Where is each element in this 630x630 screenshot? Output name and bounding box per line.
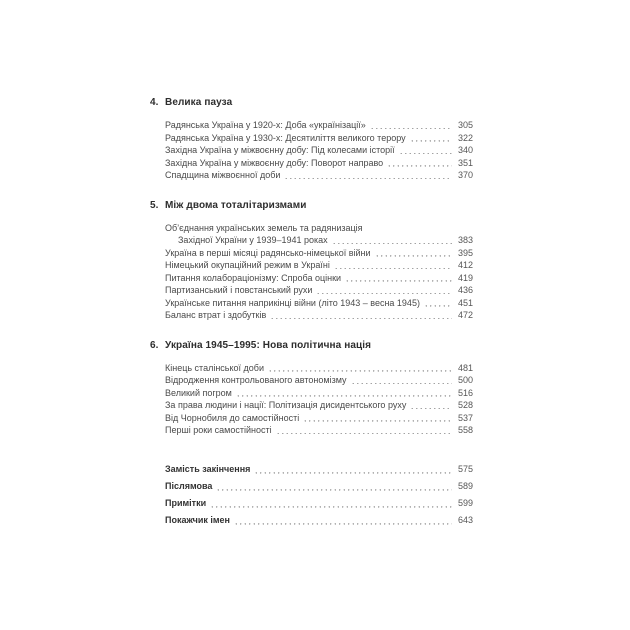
- toc-entry: [165, 374, 473, 387]
- entry-title: Перші роки самостійності: [165, 425, 272, 435]
- dot-leader: [268, 370, 452, 371]
- toc-entry: [165, 399, 473, 412]
- dot-leader: [254, 472, 452, 473]
- toc-entry: [165, 362, 473, 375]
- entry-page-number: 436: [457, 285, 473, 295]
- entry-title: Радянська Україна у 1930-х: Десятиліття великого терору: [165, 132, 406, 143]
- dot-leader: [303, 420, 452, 421]
- toc-entry: [165, 309, 473, 322]
- entry-page-number: 370: [457, 170, 473, 180]
- section-heading: [150, 97, 473, 109]
- dot-leader: [234, 523, 452, 524]
- entry-page-number: 589: [457, 480, 473, 491]
- entry-title: Об’єднання українських земель та радянизація: [165, 222, 363, 233]
- toc-entry: [165, 169, 473, 182]
- entry-page-number: 305: [457, 120, 473, 130]
- entry-page-number: 451: [457, 297, 473, 308]
- entry-page-number: 558: [457, 425, 473, 435]
- section-title: Україна 1945–1995: Нова політична нація: [165, 339, 372, 351]
- toc-entry-wrapped-line2: [165, 234, 473, 247]
- section-entries: [150, 119, 473, 182]
- dot-leader: [345, 280, 452, 281]
- entry-title: Західна Україна у міжвоєнну добу: Під колесами історії: [165, 145, 395, 155]
- entry-title: Українське питання наприкінці війни (літо 1943 – весна 1945): [165, 297, 420, 308]
- toc-entry: [165, 157, 473, 170]
- entry-title: Кінець сталінської доби: [165, 362, 264, 373]
- entry-title: Покажчик імен: [165, 514, 230, 525]
- entry-page-number: 340: [457, 145, 473, 155]
- entry-title: Від Чорнобиля до самостійності: [165, 412, 300, 423]
- entry-title: Радянська Україна у 1920-х: Доба «українізації»: [165, 120, 366, 130]
- dot-leader: [375, 255, 452, 256]
- entry-title: Західної України у 1939–1941 роках: [178, 235, 328, 245]
- entry-page-number: 537: [457, 412, 473, 423]
- entry-page-number: 500: [457, 375, 473, 385]
- entry-page-number: 472: [457, 310, 473, 320]
- dot-leader: [351, 383, 453, 384]
- entry-title: Німецький окупаційний режим в Україні: [165, 260, 330, 270]
- entry-title: Примітки: [165, 497, 207, 508]
- entry-page-number: 322: [457, 132, 473, 143]
- dot-leader: [410, 140, 452, 141]
- section-number: 6.: [150, 339, 159, 351]
- entry-page-number: 575: [457, 463, 473, 474]
- toc-entry-wrapped-line1: [165, 222, 473, 235]
- toc-entry: [165, 144, 473, 157]
- toc-entry: [165, 259, 473, 272]
- backmatter-entry: [165, 478, 473, 495]
- entry-page-number: 643: [457, 514, 473, 525]
- section-title: Між двома тоталітаризмами: [165, 199, 307, 211]
- dot-leader: [284, 178, 452, 179]
- section-number: 4.: [150, 97, 159, 108]
- entry-title: Відродження контрольованого автономізму: [165, 375, 347, 385]
- section-entries: [150, 362, 473, 437]
- dot-leader: [216, 489, 452, 490]
- entry-title: Україна в перші місяці радянсько-німецької війни: [165, 247, 371, 258]
- section-entries: [150, 222, 473, 322]
- toc-entry: [165, 247, 473, 260]
- dot-leader: [387, 165, 452, 166]
- toc-entry: [165, 132, 473, 145]
- backmatter-entry: [165, 512, 473, 529]
- entry-title: Баланс втрат і здобутків: [165, 310, 267, 320]
- entry-page-number: 412: [457, 260, 473, 270]
- toc-entry: [165, 272, 473, 285]
- table-of-contents: [150, 97, 473, 529]
- entry-page-number: 419: [457, 272, 473, 283]
- entry-title: Великий погром: [165, 387, 232, 398]
- entry-title: Питання колабораціонізму: Спроба оцінки: [165, 272, 342, 283]
- toc-entry: [165, 412, 473, 425]
- backmatter-entries: [150, 461, 473, 529]
- entry-page-number: 481: [457, 362, 473, 373]
- toc-entry: [165, 387, 473, 400]
- entry-title: Післямова: [165, 480, 213, 491]
- section-heading: [150, 340, 473, 352]
- section-number: 5.: [150, 199, 159, 211]
- entry-title: За права людини і нації: Політизація дисидентського руху: [165, 400, 407, 410]
- dot-leader: [270, 318, 452, 319]
- backmatter-entry: [165, 495, 473, 512]
- dot-leader: [332, 243, 452, 244]
- dot-leader: [210, 506, 452, 507]
- toc-entry: [165, 297, 473, 310]
- toc-section: [150, 200, 473, 322]
- entry-title: Спадщина міжвоєнної доби: [165, 170, 281, 180]
- entry-page-number: 383: [457, 235, 473, 245]
- entry-page-number: 395: [457, 247, 473, 258]
- toc-entry: [165, 119, 473, 132]
- toc-entry: [165, 284, 473, 297]
- entry-title: Замість закінчення: [165, 463, 251, 474]
- toc-section: [150, 340, 473, 437]
- dot-leader: [399, 153, 452, 154]
- dot-leader: [276, 433, 452, 434]
- dot-leader: [316, 293, 452, 294]
- dot-leader: [334, 268, 452, 269]
- entry-page-number: 599: [457, 497, 473, 508]
- dot-leader: [236, 395, 452, 396]
- toc-entry: [165, 424, 473, 437]
- section-title: Велика пауза: [165, 97, 233, 108]
- dot-leader: [424, 305, 452, 306]
- entry-page-number: 528: [457, 400, 473, 410]
- dot-leader: [410, 408, 452, 409]
- backmatter-entry: [165, 461, 473, 478]
- entry-page-number: 516: [457, 387, 473, 398]
- toc-section: [150, 97, 473, 182]
- section-heading: [150, 200, 473, 212]
- entry-title: Західна Україна у міжвоєнну добу: Поворот направо: [165, 157, 384, 168]
- entry-title: Партизанський і повстанський рухи: [165, 285, 313, 295]
- entry-page-number: 351: [457, 157, 473, 168]
- dot-leader: [370, 128, 452, 129]
